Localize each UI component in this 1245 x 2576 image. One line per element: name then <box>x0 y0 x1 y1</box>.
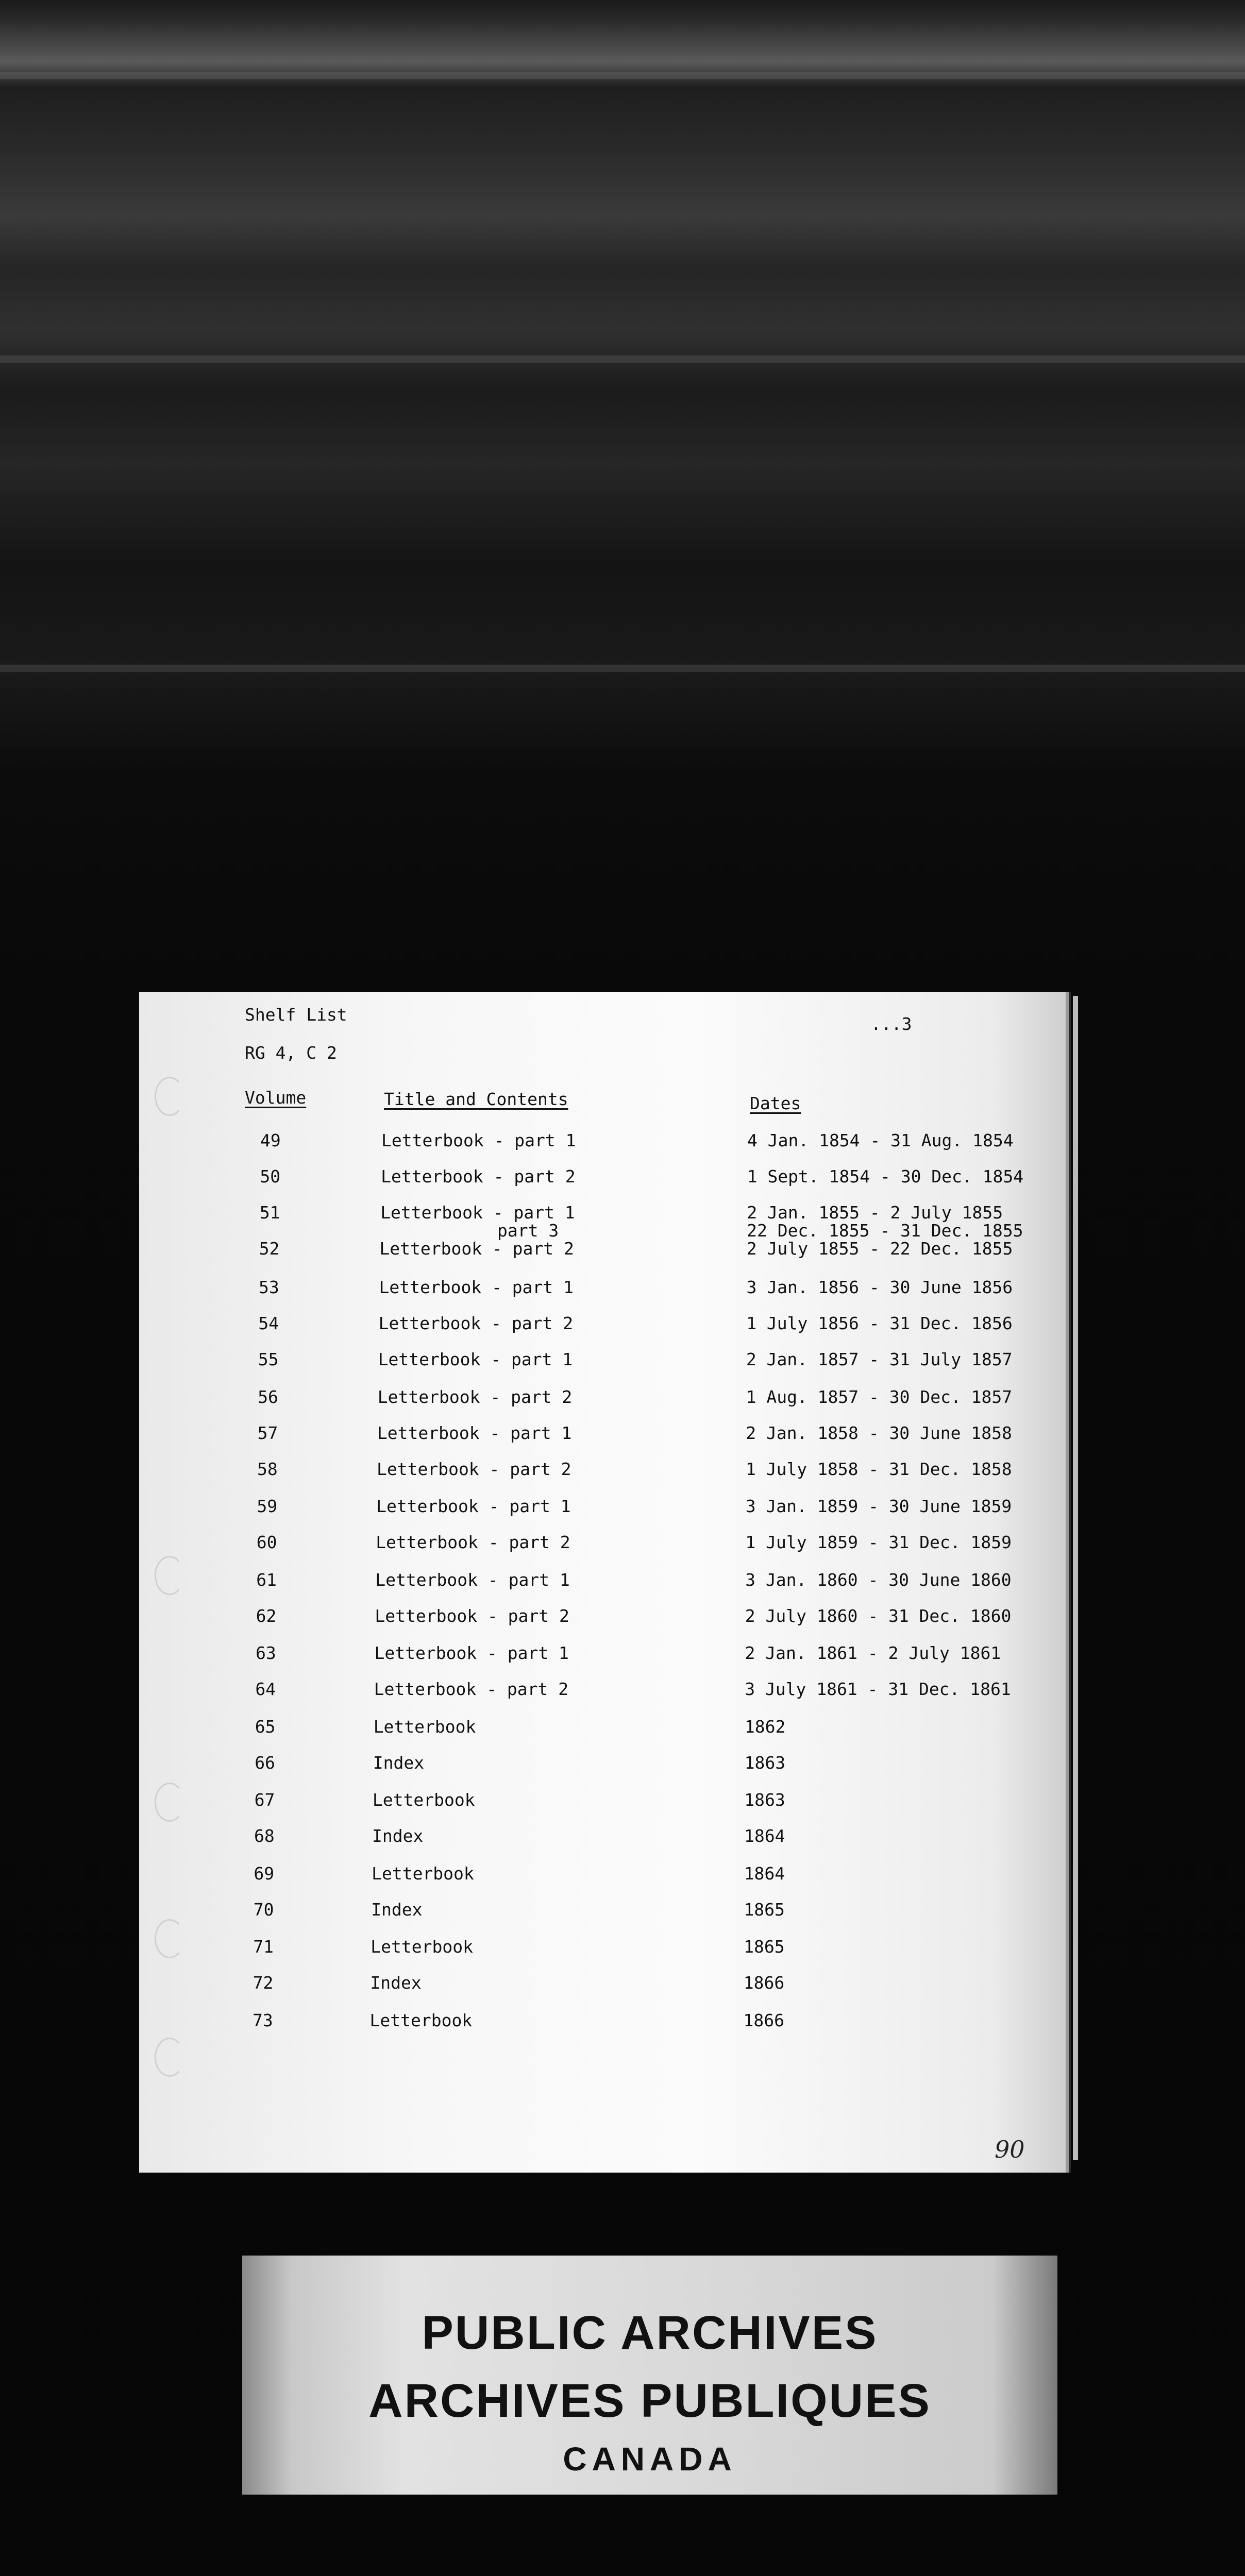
dates-cell: 3 Jan. 1856 - 30 June 1856 <box>746 1277 1013 1297</box>
dates-column-header: Dates <box>750 1093 801 1113</box>
volume-cell: 51 <box>259 1202 280 1223</box>
dates-cell: 2 July 1860 - 31 Dec. 1860 <box>745 1606 1012 1626</box>
volume-cell: 71 <box>253 1937 274 1957</box>
title-cell: Letterbook <box>371 1937 473 1957</box>
volume-cell: 61 <box>256 1570 277 1590</box>
volume-cell: 60 <box>256 1532 277 1552</box>
dates-cell: 1 July 1858 - 31 Dec. 1858 <box>746 1459 1012 1479</box>
volume-cell: 63 <box>256 1643 276 1663</box>
volume-cell: 66 <box>255 1753 275 1773</box>
dates-cell: 22 Dec. 1855 - 31 Dec. 1855 <box>747 1221 1023 1241</box>
volume-cell: 57 <box>257 1423 278 1443</box>
dates-cell: 3 July 1861 - 31 Dec. 1861 <box>745 1679 1011 1699</box>
shelf-list-page <box>139 992 1066 2173</box>
stamp-line-english: PUBLIC ARCHIVES <box>422 2307 878 2359</box>
title-cell: Letterbook - part 2 <box>374 1679 569 1699</box>
volume-column-header: Volume <box>245 1088 307 1108</box>
title-cell: Letterbook - part 2 <box>378 1313 574 1333</box>
title-cell: Letterbook <box>373 1717 476 1737</box>
dates-cell: 1866 <box>743 2010 784 2030</box>
title-column-header: Title and Contents <box>384 1089 568 1109</box>
dates-cell: 2 Jan. 1855 - 2 July 1855 <box>747 1202 1003 1223</box>
volume-cell: 64 <box>255 1679 276 1699</box>
title-cell: Letterbook <box>372 1863 474 1884</box>
title-cell: Letterbook - part 1 <box>376 1496 571 1516</box>
handwritten-page-number: 90 <box>995 2136 1025 2163</box>
title-cell: Index <box>373 1753 425 1773</box>
dates-cell: 1866 <box>743 1973 785 1993</box>
page-edge <box>1073 996 1078 2160</box>
dates-cell: 1865 <box>744 1937 785 1957</box>
volume-cell: 65 <box>255 1717 276 1737</box>
dates-cell: 1863 <box>744 1753 786 1773</box>
film-band <box>0 355 1245 363</box>
title-cell: Letterbook - part 1 <box>375 1570 570 1590</box>
dates-cell: 1 Sept. 1854 - 30 Dec. 1854 <box>747 1166 1024 1187</box>
volume-cell: 49 <box>260 1130 281 1150</box>
page-marker: ...3 <box>871 1014 912 1034</box>
series-label: Shelf List <box>245 1005 347 1025</box>
volume-cell: 54 <box>258 1313 279 1333</box>
dates-cell: 2 Jan. 1857 - 31 July 1857 <box>746 1349 1013 1369</box>
title-cell: part 3 <box>497 1221 559 1241</box>
title-cell: Letterbook - part 2 <box>381 1166 576 1187</box>
film-band <box>0 72 1245 79</box>
dates-cell: 1862 <box>744 1717 786 1737</box>
punch-hole <box>155 1783 184 1822</box>
punch-hole <box>155 2038 184 2077</box>
dates-cell: 3 Jan. 1860 - 30 June 1860 <box>745 1570 1012 1590</box>
dates-cell: 4 Jan. 1854 - 31 Aug. 1854 <box>747 1130 1014 1150</box>
title-cell: Letterbook - part 2 <box>375 1606 569 1626</box>
title-cell: Letterbook <box>369 2010 473 2030</box>
dates-cell: 1 Aug. 1857 - 30 Dec. 1857 <box>746 1387 1013 1407</box>
title-cell: Letterbook - part 1 <box>377 1423 572 1443</box>
title-cell: Letterbook - part 1 <box>379 1277 574 1297</box>
volume-cell: 62 <box>256 1606 277 1626</box>
archives-stamp <box>242 2256 1057 2495</box>
volume-cell: 52 <box>259 1239 280 1259</box>
title-cell: Letterbook - part 2 <box>377 1459 571 1479</box>
title-cell: Index <box>372 1826 424 1846</box>
dates-cell: 1865 <box>744 1900 785 1920</box>
volume-cell: 59 <box>257 1496 278 1516</box>
volume-cell: 70 <box>253 1900 274 1920</box>
punch-hole <box>155 1556 184 1595</box>
dates-cell: 1 July 1859 - 31 Dec. 1859 <box>745 1532 1012 1552</box>
stamp-line-french: ARCHIVES PUBLIQUES <box>368 2375 931 2427</box>
dates-cell: 2 July 1855 - 22 Dec. 1855 <box>746 1239 1013 1259</box>
dates-cell: 1863 <box>744 1790 785 1810</box>
volume-cell: 58 <box>257 1459 278 1479</box>
dates-cell: 2 Jan. 1861 - 2 July 1861 <box>745 1643 1001 1663</box>
title-cell: Letterbook - part 2 <box>376 1532 570 1552</box>
volume-cell: 50 <box>260 1166 281 1187</box>
dates-cell: 3 Jan. 1859 - 30 June 1859 <box>745 1496 1012 1516</box>
volume-cell: 72 <box>253 1973 274 1993</box>
dates-cell: 1864 <box>744 1863 785 1884</box>
title-cell: Letterbook - part 1 <box>378 1349 573 1369</box>
volume-cell: 55 <box>258 1349 279 1369</box>
punch-hole <box>155 1919 184 1958</box>
title-cell: Index <box>371 1900 423 1920</box>
volume-cell: 67 <box>254 1790 275 1810</box>
reference-code: RG 4, C 2 <box>245 1043 337 1063</box>
title-cell: Index <box>370 1973 422 1993</box>
dates-cell: 1864 <box>744 1826 785 1846</box>
title-cell: Letterbook - part 1 <box>374 1643 569 1663</box>
dates-cell: 1 July 1856 - 31 Dec. 1856 <box>746 1313 1013 1333</box>
title-cell: Letterbook - part 2 <box>379 1239 574 1259</box>
punch-hole <box>155 1077 184 1116</box>
film-band <box>0 665 1245 672</box>
volume-cell: 73 <box>253 2010 273 2030</box>
volume-cell: 56 <box>258 1387 278 1407</box>
volume-cell: 53 <box>259 1277 279 1297</box>
title-cell: Letterbook - part 2 <box>377 1387 573 1407</box>
title-cell: Letterbook - part 1 <box>380 1202 575 1223</box>
title-cell: Letterbook - part 1 <box>381 1130 576 1150</box>
dates-cell: 2 Jan. 1858 - 30 June 1858 <box>746 1423 1012 1443</box>
volume-cell: 68 <box>254 1826 275 1846</box>
volume-cell: 69 <box>254 1863 275 1884</box>
title-cell: Letterbook <box>372 1790 475 1810</box>
stamp-line-country: CANADA <box>563 2441 737 2478</box>
